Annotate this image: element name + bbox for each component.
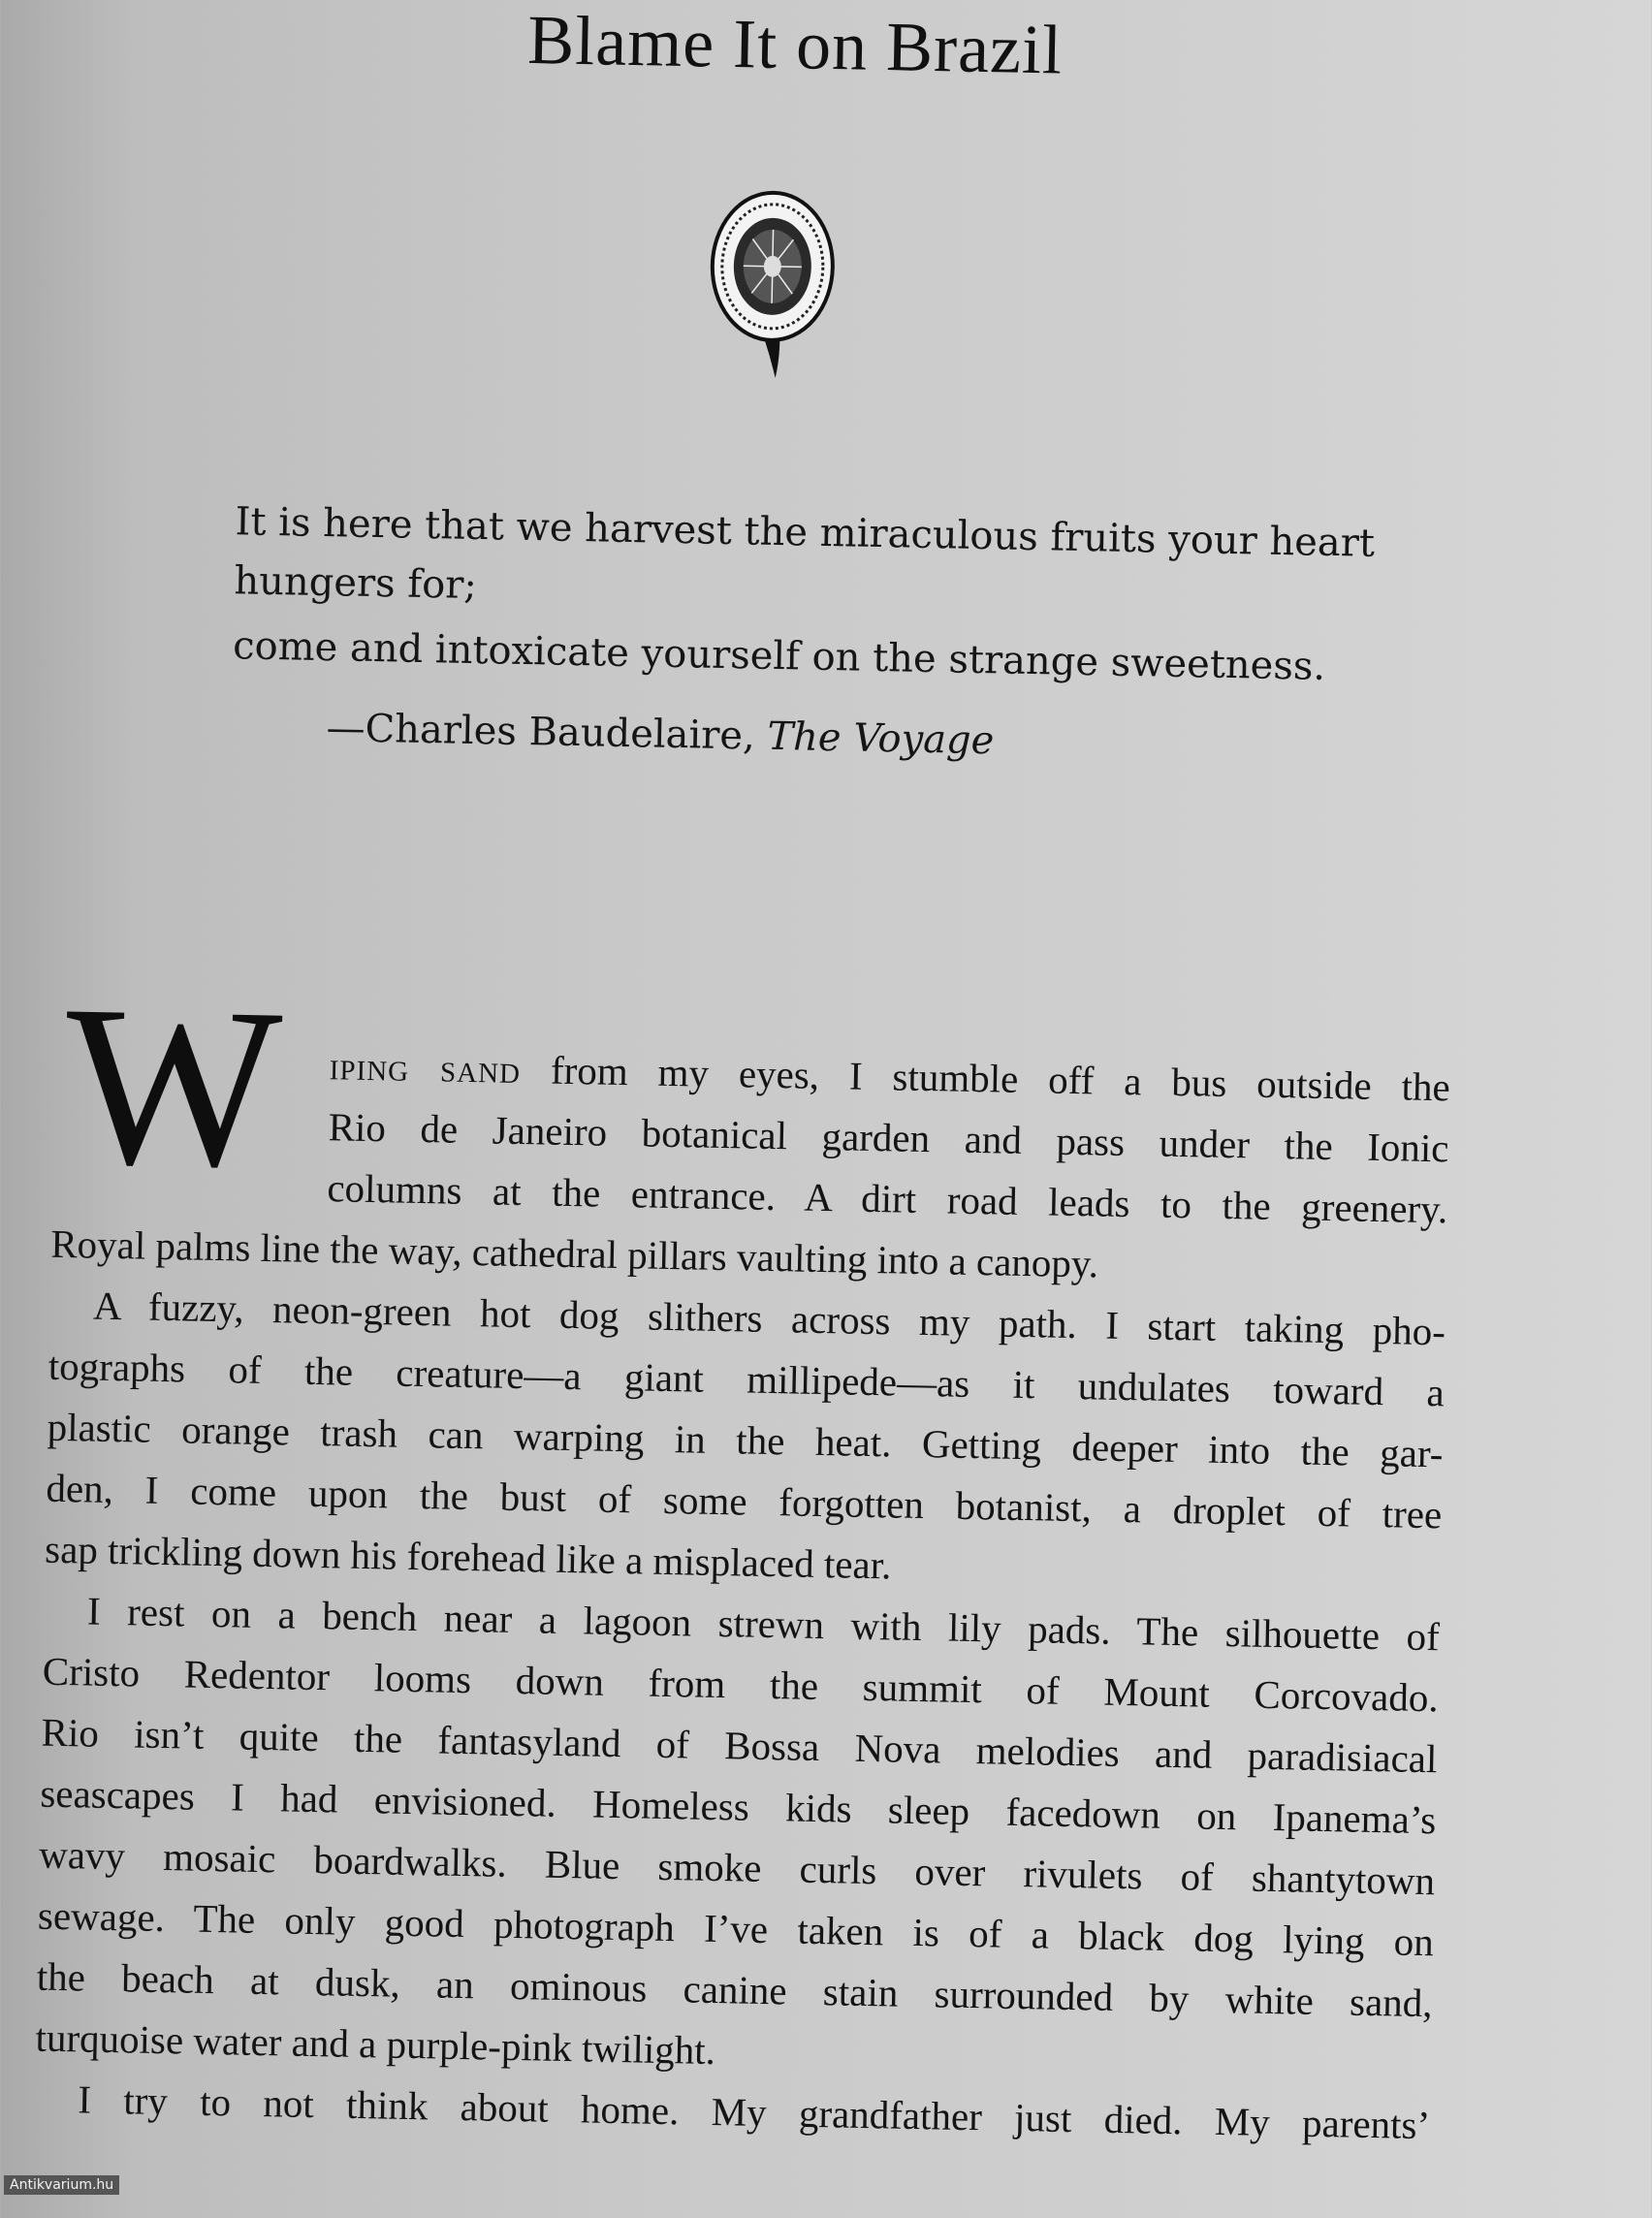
body-text [34, 1030, 1451, 2156]
text-line: I try to not think about home. My grandfather just died. My parents’ [77, 2076, 1431, 2148]
chapter-title: Blame It on Brazil [526, 0, 1064, 89]
text-line: seascapes I had envisioned. Homeless kids sleep facedown on Ipanema’s [40, 1770, 1437, 1843]
text-line: sewage. The only good photograph I’ve taken is of a black dog lying on [37, 1892, 1435, 1965]
text-line: the beach at dusk, an ominous canine stain surrounded by white sand, [36, 1953, 1434, 2026]
opening-words: iping sand [329, 1043, 522, 1092]
epigraph-attribution [326, 706, 995, 763]
text-line: den, I come upon the bust of some forgotten botanist, a droplet of tree [46, 1465, 1443, 1537]
attribution-work: The Voyage [767, 713, 995, 764]
text-line: Royal palms line the way, cathedral pillars vaulting into a canopy. [49, 1220, 1099, 1286]
text-line: columns at the entrance. A dirt road leads to the greenery. [327, 1165, 1448, 1232]
text-line: I rest on a bench near a lagoon strewn with lily pads. The silhouette of [86, 1588, 1441, 1660]
epigraph [232, 492, 1376, 697]
text-line: plastic orange trash can warping in the heat. Getting deeper into the gar- [47, 1404, 1444, 1476]
watermark: Antikvarium.hu [4, 2175, 119, 2195]
fig-half-icon [698, 177, 847, 384]
text-line: tographs of the creature—a giant millipede—as it undulates toward a [48, 1343, 1446, 1415]
epigraph-line: hungers for; [234, 558, 478, 609]
epigraph-line: It is here that we harvest the miraculous fruits your heart [235, 499, 1376, 566]
epigraph-line: come and intoxicate yourself on the strange sweetness. [232, 623, 1326, 689]
text-line: turquoise water and a purple-pink twilight. [35, 2014, 716, 2074]
text-line: Rio de Janeiro botanical garden and pass under the Ionic [328, 1104, 1449, 1171]
text-line: wavy mosaic boardwalks. Blue smoke curls over rivulets of shantytown [38, 1831, 1436, 1904]
attribution-author: —Charles Baudelaire, [326, 706, 768, 759]
text-line: A fuzzy, neon-green hot dog slithers across my path. I start taking pho- [92, 1283, 1446, 1354]
text-line: Rio isn’t quite the fantasyland of Bossa Nova melodies and paradisiacal [41, 1709, 1438, 1782]
text-line: sap trickling down his forehead like a misplaced tear. [44, 1526, 892, 1588]
text-line: Cristo Redentor looms down from the summit of Mount Corcovado. [42, 1648, 1440, 1721]
drop-cap: W [62, 959, 284, 1217]
text-line-rest: from my eyes, I stumble off a bus outside the [520, 1046, 1451, 1110]
